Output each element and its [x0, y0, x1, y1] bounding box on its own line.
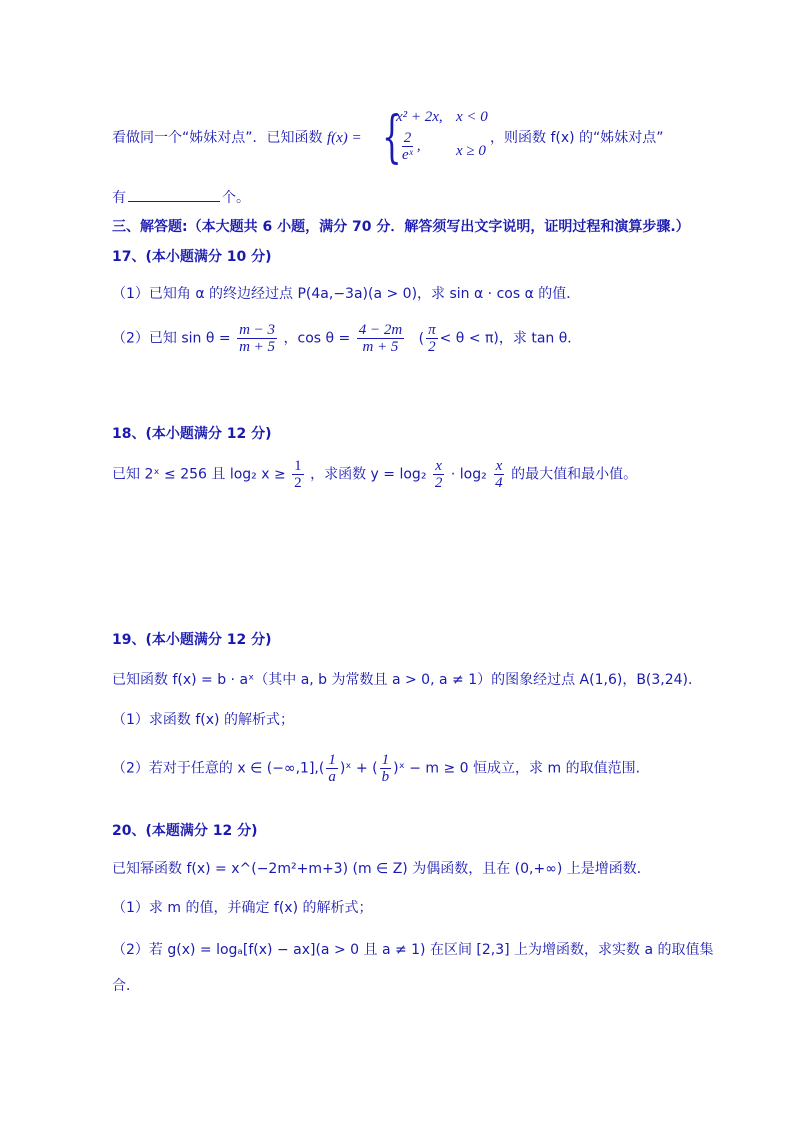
q17-part2 [112, 322, 581, 355]
q19-part2-pre: （2）若对于任意的 x ∈ (−∞,1],( [112, 760, 325, 777]
q19-f2-den: b [381, 769, 390, 785]
q17-part1: （1）已知角 α 的终边经过点 P(4a,−3a)(a > 0)，求 sin α · cos α 的值． [112, 286, 581, 302]
q18-dot: · log₂ [450, 466, 487, 483]
q18-pre: 已知 2ˣ ≤ 256 且 log₂ x ≥ [112, 466, 286, 483]
q18-f3-num: x [495, 458, 503, 474]
q20-part2-cont: 合． [112, 978, 140, 994]
p16-line2-pre: 有 [112, 190, 126, 206]
q17-f3-den: 2 [428, 339, 436, 355]
q17-f3-num: π [428, 322, 436, 338]
q19-part1: （1）求函数 f(x) 的解析式； [112, 712, 294, 728]
q19-stem: 已知函数 f(x) = b · aˣ（其中 a, b 为常数且 a > 0, a ≠ 1）的图象经过点 A(1,6)，B(3,24)． [112, 672, 703, 688]
p16-line2-post: 个。 [222, 190, 250, 206]
p16-case1-cond: x < 0 [456, 109, 488, 125]
q20-part2: （2）若 g(x) = logₐ[f(x) − ax](a > 0 且 a ≠ 1) 在区间 [2,3] 上为增函数，求实数 a 的取值集 [112, 942, 714, 958]
q17-paren-open: ( [418, 330, 425, 347]
p16-case2-num: 2 [403, 130, 412, 146]
p16-tail: ，则函数 f(x) 的“姊妹对点” [490, 130, 664, 146]
p16-intro [112, 128, 362, 148]
q19-f1-num: 1 [328, 752, 336, 768]
q18-stem [112, 458, 637, 491]
p16-case2-comma: , [416, 137, 421, 154]
piecewise-brace: { [382, 105, 402, 170]
p16-case2-den: eˣ [402, 147, 413, 163]
p16-case2 [398, 130, 421, 163]
p16-intro-text: 看做同一个“姊妹对点”．已知函数 [112, 130, 323, 146]
q20-heading: 20、(本题满分 12 分) [112, 823, 258, 839]
answer-blank[interactable] [128, 187, 220, 202]
q20-stem: 已知幂函数 f(x) = x^(−2m²+m+3) (m ∈ Z) 为偶函数，且在 (0,+∞) 上是增函数． [112, 861, 651, 877]
q18-f2-den: 2 [434, 475, 443, 491]
q19-f2-num: 1 [381, 752, 390, 768]
p16-case2-cond: x ≥ 0 [456, 143, 486, 159]
p16-case1-expr: x² + 2x, [396, 109, 443, 125]
q18-heading: 18、(本小题满分 12 分) [112, 426, 272, 442]
p16-line2 [112, 187, 250, 208]
p16-fx: f(x) = [326, 130, 362, 146]
q20-part1: （1）求 m 的值，并确定 f(x) 的解析式； [112, 900, 373, 916]
q18-f1-den: 2 [294, 475, 302, 491]
q19-post: )ˣ − m ≥ 0 恒成立，求 m 的取值范围. [393, 760, 641, 777]
q19-mid: )ˣ + ( [339, 760, 378, 777]
q17-ineq: < θ < π)，求 tan θ． [439, 330, 582, 347]
q18-f2-num: x [435, 458, 442, 474]
q17-f1-num: m − 3 [239, 322, 276, 338]
q18-mid: ，求函数 y = log₂ [310, 466, 427, 483]
q19-heading: 19、(本小题满分 12 分) [112, 632, 272, 648]
q19-f1-den: a [328, 769, 336, 785]
q18-f3-den: 4 [495, 475, 503, 491]
q18-f1-num: 1 [294, 458, 302, 474]
q18-post: 的最大值和最小值。 [511, 466, 638, 483]
section3-heading: 三、解答题:（本大题共 6 小题，满分 70 分．解答须写出文字说明，证明过程和演算步骤.） [112, 219, 690, 235]
q17-f2-den: m + 5 [362, 339, 399, 355]
q17-f1-den: m + 5 [239, 339, 276, 355]
q17-part2-mid: ，cos θ = [283, 330, 351, 347]
q19-part2 [112, 752, 640, 785]
q17-heading: 17、(本小题满分 10 分) [112, 249, 272, 265]
q17-f2-num: 4 − 2m [358, 322, 403, 338]
q17-part2-pre: （2）已知 sin θ = [112, 330, 231, 347]
